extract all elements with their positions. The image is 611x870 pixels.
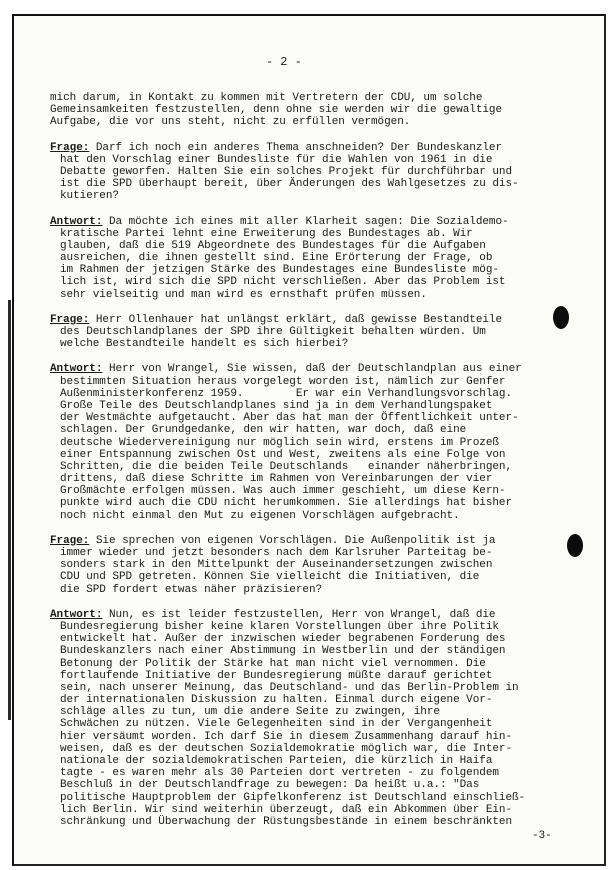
punch-hole-mark [567,534,583,557]
line-text: Gemeinsamkeiten festzustellen, denn ohne sie werden wir die gewaltige [50,104,503,117]
text-line [50,264,570,276]
line-text: fortlaufende Initiative der Bundesregierung müßte darauf gerichtet [60,669,493,682]
text-line [50,166,570,178]
text-line [50,571,570,583]
punch-hole-mark [553,306,569,329]
line-text: glauben, daß die 519 Abgeordnete des Bundestages für die Aufgaben [60,239,486,252]
line-text: Darf ich noch ein anderes Thema anschneiden? Der Bundeskanzler [89,141,503,154]
line-text: deutsche Wiedervereinigung nur möglich sein wird, erstens im Prozeß [60,436,499,449]
question-label: Frage: [50,313,90,326]
line-text: ist die SPD überhaupt bereit, über Änderungen des Wahlgesetzes zu dis- [60,178,519,191]
text-line [50,485,570,497]
answer-label: Antwort: [50,363,103,376]
text-line [50,779,570,791]
question-paragraph [50,142,570,203]
text-line [50,718,570,730]
text-line [50,658,570,670]
text-line [50,731,570,743]
line-text: des Deutschlandplanes der SPD ihre Gültigkeit behalten würden. Um [60,326,486,338]
answer-label: Antwort: [50,608,103,621]
line-text: Nun, es ist leider festzustellen, Herr von Wrangel, daß die [102,608,496,621]
text-line [50,92,570,104]
text-line [50,228,570,240]
scan-edge-shadow [8,300,11,720]
line-text: Sie sprechen von eigenen Vorschlägen. Die Außenpolitik ist ja [89,534,496,547]
line-text: Da möchte ich eines mit aller Klarheit sagen: Die Sozialdemo- [102,215,509,228]
line-text: im Rahmen der jetzigen Stärke des Bundestages eine Bundesliste mög- [60,264,499,277]
text-line [50,178,570,190]
line-text: schläge alles zu tun, um die andere Seite zu zwingen, ihre [60,706,440,719]
question-paragraph [50,314,570,351]
page-number: - 2 - [266,55,302,69]
continuation-mark: -3- [532,830,552,842]
question-paragraph [50,535,570,596]
question-label: Frage: [50,141,90,154]
line-text: Betonung der Politik der Stärke hat man nicht viel vernommen. Die [60,657,486,670]
line-text: lich ist, wird sich die SPD nicht verschließen. Aber das Problem ist [60,276,506,289]
line-text: schränkung und Überwachung der Rüstungsbestände in einem beschränkten [60,815,513,828]
text-line [50,535,570,547]
text-line [50,326,570,338]
text-line [50,363,570,375]
line-text: Außenministerkonferenz 1959. Er war ein Verhandlungsvorschlag. [60,387,513,400]
text-line [50,645,570,657]
text-line [50,276,570,288]
text-paragraph [50,92,570,129]
line-text: Herr von Wrangel, Sie wissen, daß der Deutschlandplan aus einer [102,363,522,376]
text-line [50,633,570,645]
line-text: hat den Vorschlag einer Bundesliste für die Wahlen von 1961 in die [60,153,493,166]
line-text: tagte - es waren mehr als 30 Parteien dort vertreten - zu folgendem [60,767,499,780]
line-text: drittens, daß diese Schritte im Rahmen von Vereinbarungen der vier [60,473,493,486]
text-line [50,252,570,264]
line-text: noch nicht einmal den Mut zu eigenen Vorschlägen aufgebracht. [60,509,460,522]
line-text: Beschluß in der Deutschlandfrage zu bewegen: Da heißt u.a.: "Das [60,779,480,792]
line-text: kratische Partei lehnt eine Erweiterung des Bundestages ab. Wir [60,227,473,240]
line-text: immer wieder und jetzt besonders nach dem Karlsruher Parteitag be- [60,547,493,559]
line-text: sein, nach unserer Meinung, das Deutschland- und das Berlin-Problem in [60,681,519,694]
text-line [50,388,570,400]
text-line [50,804,570,816]
answer-paragraph [50,609,570,828]
text-line [50,670,570,682]
text-line [50,547,570,559]
text-line [50,755,570,767]
line-text: mich darum, in Kontakt zu kommen mit Vertretern der CDU, um solche [50,92,483,104]
line-text: Bundesregierung bisher keine klaren Vorstellungen über ihre Politik [60,620,499,633]
line-text: Schwächen zu nützen. Viele Gelegenheiten sind in der Vergangenheit [60,718,493,731]
line-text: Debatte geworfen. Halten Sie ein solches Projekt für durchführbar und [60,165,513,178]
text-line [50,816,570,828]
text-line [50,289,570,301]
text-line [50,240,570,252]
line-text: Schritten, die die beiden Teile Deutschlands einander näherbringen, [60,460,513,473]
line-text: Großmächte erfolgen müssen. Was auch immer geschieht, um diese Kern- [60,485,506,498]
line-text: der Westmächte aufgetaucht. Aber das hat man der Öffentlichkeit unter- [60,412,519,425]
text-line [50,706,570,718]
text-line [50,424,570,436]
line-text: lich Berlin. Wir sind weiterhin überzeugt, daß ein Abkommen über Ein- [60,803,513,816]
line-text: nationale der sozialdemokratischen Parteien, die kürzlich in Haifa [60,755,493,767]
line-text: weisen, daß es der deutschen Sozialdemokratie möglich war, die Inter- [60,742,513,755]
text-line [50,104,570,116]
text-line [50,314,570,326]
text-line [50,461,570,473]
text-line [50,190,570,202]
line-text: Aufgabe, die vor uns steht, nicht zu erfüllen vermögen. [50,116,411,129]
line-text: politische Hauptproblem der Gipfelkonferenz ist Deutschland einschließ- [60,791,526,804]
line-text: der internationalen Diskussion zu halten. Einmal durch eigene Vor- [60,694,493,707]
line-text: die SPD fordert etwas näher präzisieren? [60,583,323,596]
text-line [50,437,570,449]
text-line [50,216,570,228]
line-text: ausreichen, die ihnen gestellt sind. Eine Erörterung der Frage, ob [60,252,493,265]
document-body [50,92,570,841]
answer-label: Antwort: [50,215,103,228]
line-text: Große Teile des Deutschlandplanes sind ja in dem Verhandlungspaket [60,399,493,412]
text-line [50,376,570,388]
text-line [50,338,570,350]
text-line [50,621,570,633]
text-line [50,497,570,509]
text-line [50,694,570,706]
text-line [50,584,570,596]
text-line [50,400,570,412]
answer-paragraph [50,216,570,301]
text-line [50,609,570,621]
answer-paragraph [50,363,570,521]
line-text: sonders stark in den Mittelpunkt der Auseinandersetzungen zwischen [60,559,493,572]
text-line [50,767,570,779]
text-line [50,449,570,461]
text-line [50,743,570,755]
text-line [50,473,570,485]
line-text: kutieren? [60,190,119,203]
line-text: schlagen. Der Grundgedanke, den wir hatten, war doch, daß eine [60,424,467,437]
text-line [50,412,570,424]
text-line [50,559,570,571]
question-label: Frage: [50,534,90,547]
text-line [50,116,570,128]
line-text: CDU und SPD getreten. Können Sie vielleicht die Initiativen, die [60,571,480,584]
line-text: hier versäumt worden. Ich darf Sie in diesem Zusammenhang darauf hin- [60,730,513,743]
line-text: Bundeskanzlers nach einer Abstimmung in Westberlin und der ständigen [60,645,506,658]
text-line [50,792,570,804]
line-text: entwickelt hat. Außer der inzwischen wieder begrabenen Forderung des [60,633,506,646]
text-line [50,682,570,694]
line-text: punkte wird auch die CDU nicht herumkommen. Sie allerdings hat bisher [60,497,513,510]
line-text: sehr vielseitig und man wird es ernsthaft prüfen müssen. [60,288,427,301]
text-line [50,154,570,166]
line-text: einer Entspannung zwischen Ost und West, zweitens als eine Folge von [60,448,506,461]
line-text: welche Bestandteile handelt es sich hierbei? [60,338,349,351]
text-line [50,510,570,522]
line-text: bestimmten Situation heraus vorgelegt worden ist, nämlich zur Genfer [60,375,506,388]
line-text: Herr Ollenhauer hat unlängst erklärt, daß gewisse Bestandteile [89,313,503,326]
text-line [50,142,570,154]
